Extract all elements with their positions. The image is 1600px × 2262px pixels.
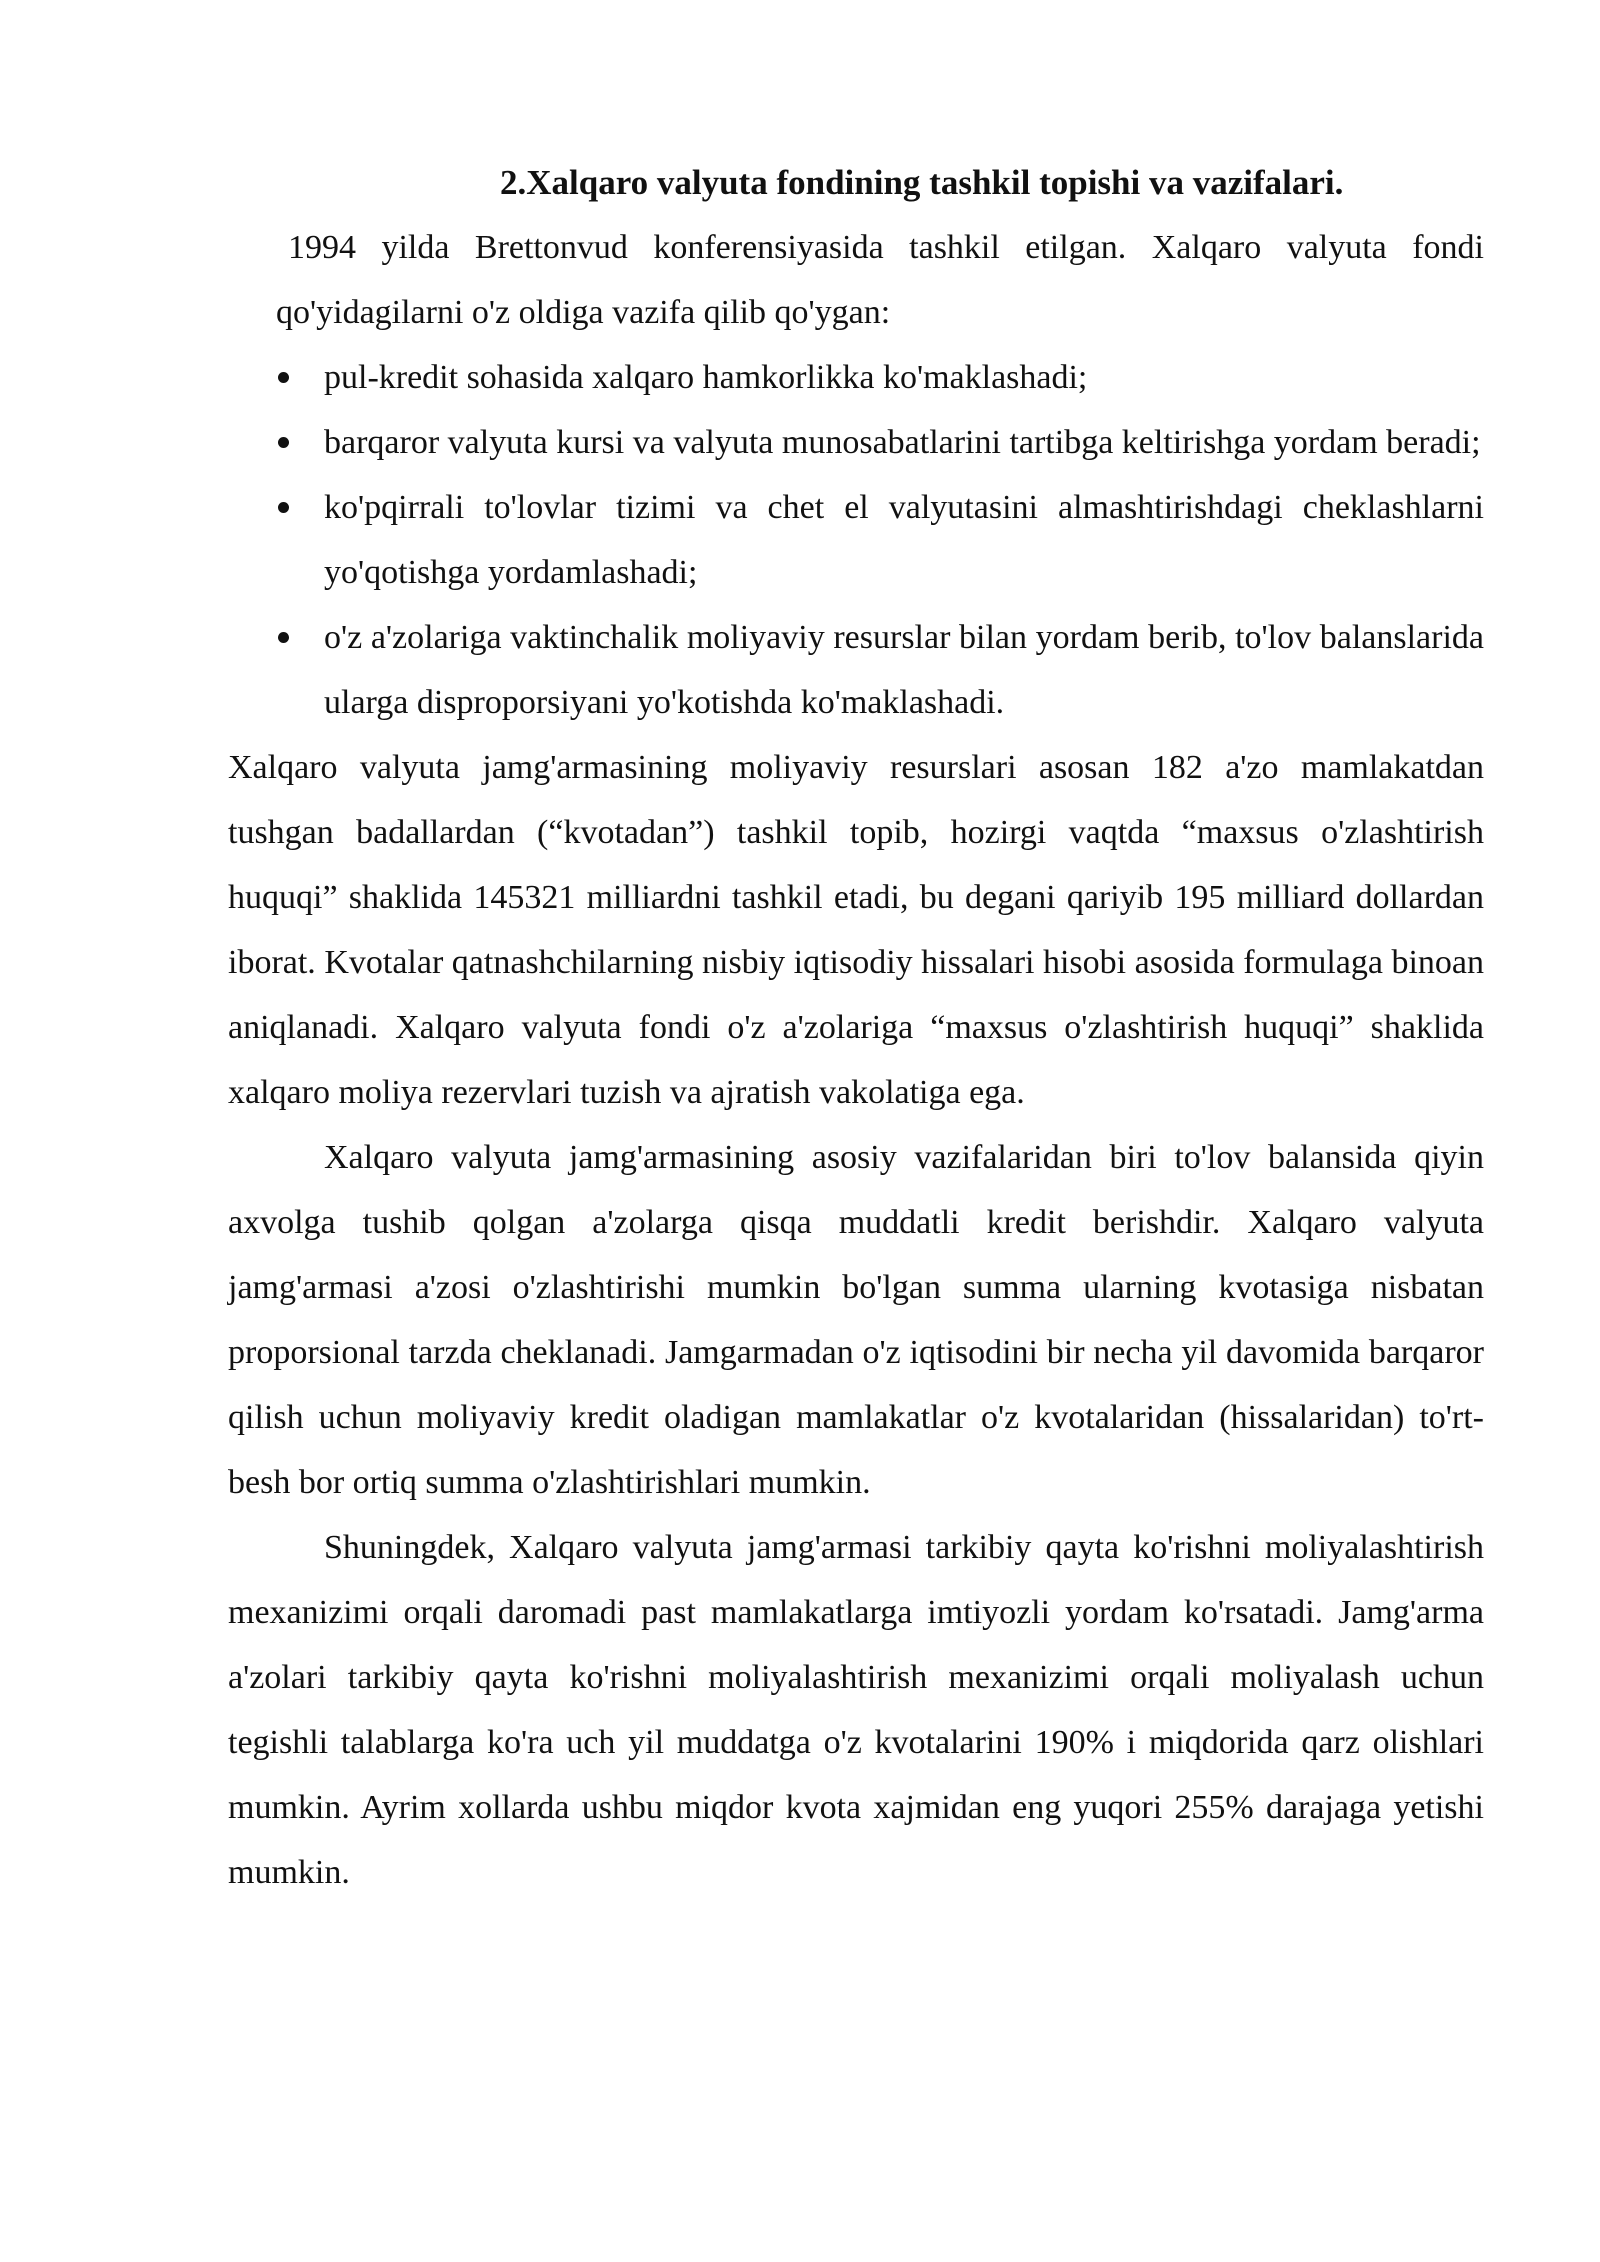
bullet-icon bbox=[278, 632, 289, 643]
task-list bbox=[228, 345, 1484, 735]
list-item bbox=[324, 410, 1484, 475]
body-paragraph-credit: Xalqaro valyuta jamg'armasining asosiy vazifalaridan biri to'lov balansida qiyin axvolga tushib qolgan a'zolarga qisqa muddatli kredit berishdir. Xalqaro valyuta jamg'armasi a'zosi o'zlashtirishi mumkin bo'lgan summa ularning kvotasiga nisbatan proporsional tarzda cheklanadi. Jamgarmadan o'z iqtisodini bir necha yil davomida barqaror qilish uchun moliyaviy kredit oladigan mamlakatlar o'z kvotalaridan (hissalaridan) to'rt-besh bor ortiq summa o'zlashtirishlari mumkin. bbox=[228, 1139, 1484, 1501]
list-item-text: ko'pqirrali to'lovlar tizimi va chet el valyutasini almashtirishdagi cheklashlarni yo'qotishga yordamlashadi; bbox=[324, 489, 1484, 591]
list-item bbox=[324, 475, 1484, 605]
body-paragraph-resources: Xalqaro valyuta jamg'armasining moliyaviy resurslari asosan 182 a'zo mamlakatdan tushgan badallardan (“kvotadan”) tashkil topib, hozirgi vaqtda “maxsus o'zlashtirish huquqi” shaklida 145321 milliardni tashkil etadi, bu degani qariyib 195 milliard dollardan iborat. Kvotalar qatnashchilarning nisbiy iqtisodiy hissalari hisobi asosida formulaga binoan aniqlanadi. Xalqaro valyuta fondi o'z a'zolariga “maxsus o'zlashtirish huquqi” shaklida xalqaro moliya rezervlari tuzish va ajratish vakolatiga ega. bbox=[228, 749, 1484, 1111]
bullet-icon bbox=[278, 502, 289, 513]
list-item-text: pul-kredit sohasida xalqaro hamkorlikka ko'maklashadi; bbox=[324, 359, 1088, 396]
list-item-text: barqaror valyuta kursi va valyuta munosabatlarini tartibga keltirishga yordam beradi; bbox=[324, 424, 1481, 461]
body-paragraph-structural-support: Shuningdek, Xalqaro valyuta jamg'armasi tarkibiy qayta ko'rishni moliyalashtirish mexanizimi orqali daromadi past mamlakatlarga imtiyozli yordam ko'rsatadi. Jamg'arma a'zolari tarkibiy qayta ko'rishni moliyalashtirish mexanizimi orqali moliyalash uchun tegishli talablarga ko'ra uch yil muddatga o'z kvotalarini 190% i miqdorida qarz olishlari mumkin. Ayrim xollarda ushbu miqdor kvota xajmidan eng yuqori 255% darajaga yetishi mumkin. bbox=[228, 1529, 1484, 1891]
section-title: 2.Xalqaro valyuta fondining tashkil topishi va vazifalari. bbox=[500, 163, 1344, 202]
document-page bbox=[228, 150, 1484, 1905]
list-item bbox=[324, 345, 1484, 410]
list-item-text: o'z a'zolariga vaktinchalik moliyaviy resurslar bilan yordam berib, to'lov balanslarida ularga disproporsiyani yo'kotishda ko'maklashadi. bbox=[324, 619, 1484, 721]
list-item bbox=[324, 605, 1484, 735]
bullet-icon bbox=[278, 372, 289, 383]
bullet-icon bbox=[278, 437, 289, 448]
intro-paragraph: 1994 yilda Brettonvud konferensiyasida tashkil etilgan. Xalqaro valyuta fondi qo'yidagilarni o'z oldiga vazifa qilib qo'ygan: bbox=[276, 229, 1484, 331]
